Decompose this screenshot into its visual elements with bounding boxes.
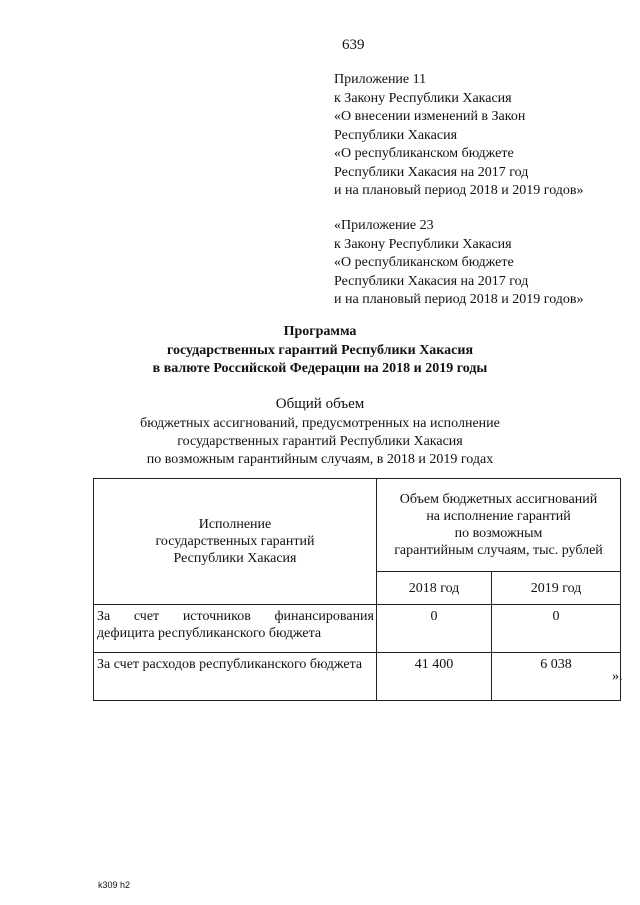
program-title-line: государственных гарантий Республики Хакасия xyxy=(166,342,474,358)
table-row xyxy=(94,605,621,653)
appendix-23-line: к Закону Республики Хакасия xyxy=(334,236,512,252)
header-line: гарантийным случаям, тыс. рублей xyxy=(394,543,603,559)
appendix-11-line: и на плановый период 2018 и 2019 годов» xyxy=(334,183,584,198)
table-caption-line: государственных гарантий Республики Хакасия xyxy=(177,434,463,449)
appendix-23-line: «Приложение 23 xyxy=(334,218,434,233)
guarantee-table xyxy=(93,478,621,701)
document-code: k309 h2 xyxy=(98,880,131,890)
appendix-11-line: Республики Хакасия на 2017 год xyxy=(334,164,529,180)
page-number: 639 xyxy=(342,37,365,53)
value-2019: 0 xyxy=(492,605,621,653)
value-2019: 6 038 xyxy=(492,653,621,701)
value-2018: 0 xyxy=(377,605,492,653)
program-title-line: в валюте Российской Федерации на 2018 и 2019 годы xyxy=(152,361,488,376)
header-line: по возможным xyxy=(454,526,543,542)
table-row xyxy=(94,653,621,701)
header-year-2019: 2019 год xyxy=(492,572,621,605)
header-year-2018: 2018 год xyxy=(377,572,492,605)
header-line: на исполнение гарантий xyxy=(426,509,571,525)
row-label: За счет источников финансирования дефицита республиканского бюджета xyxy=(94,605,377,653)
appendix-11-heading xyxy=(334,71,584,201)
table-caption-line: по возможным гарантийным случаям, в 2018 и 2019 годах xyxy=(146,452,494,467)
table-header-row xyxy=(94,479,621,572)
header-line: Исполнение xyxy=(198,517,272,532)
row-label: За счет расходов республиканского бюджета xyxy=(94,653,377,701)
header-line: Республики Хакасия xyxy=(173,551,297,566)
header-execution xyxy=(94,479,377,605)
header-budget-volume xyxy=(377,479,621,572)
appendix-23-heading xyxy=(334,217,584,310)
appendix-11-line: Республики Хакасия xyxy=(334,127,458,143)
appendix-23-line: Республики Хакасия на 2017 год xyxy=(334,273,529,289)
appendix-11-line: Приложение 11 xyxy=(334,72,427,87)
appendix-23-line: «О республиканском бюджете xyxy=(334,255,514,270)
program-title-line: Программа xyxy=(283,324,357,339)
value-2018: 41 400 xyxy=(377,653,492,701)
table-caption-line: Общий объем xyxy=(275,396,365,412)
closing-quote-mark: ». xyxy=(612,669,623,684)
table-caption xyxy=(0,395,640,469)
appendix-11-line: к Закону Республики Хакасия xyxy=(334,90,512,106)
program-title xyxy=(0,323,640,379)
appendix-11-line: «О республиканском бюджете xyxy=(334,146,514,161)
header-line: Объем бюджетных ассигнований xyxy=(399,492,598,508)
appendix-11-line: «О внесении изменений в Закон xyxy=(334,109,526,124)
table-caption-line: бюджетных ассигнований, предусмотренных на исполнение xyxy=(140,416,500,431)
header-line: государственных гарантий xyxy=(155,534,315,549)
appendix-23-line: и на плановый период 2018 и 2019 годов» xyxy=(334,292,584,307)
